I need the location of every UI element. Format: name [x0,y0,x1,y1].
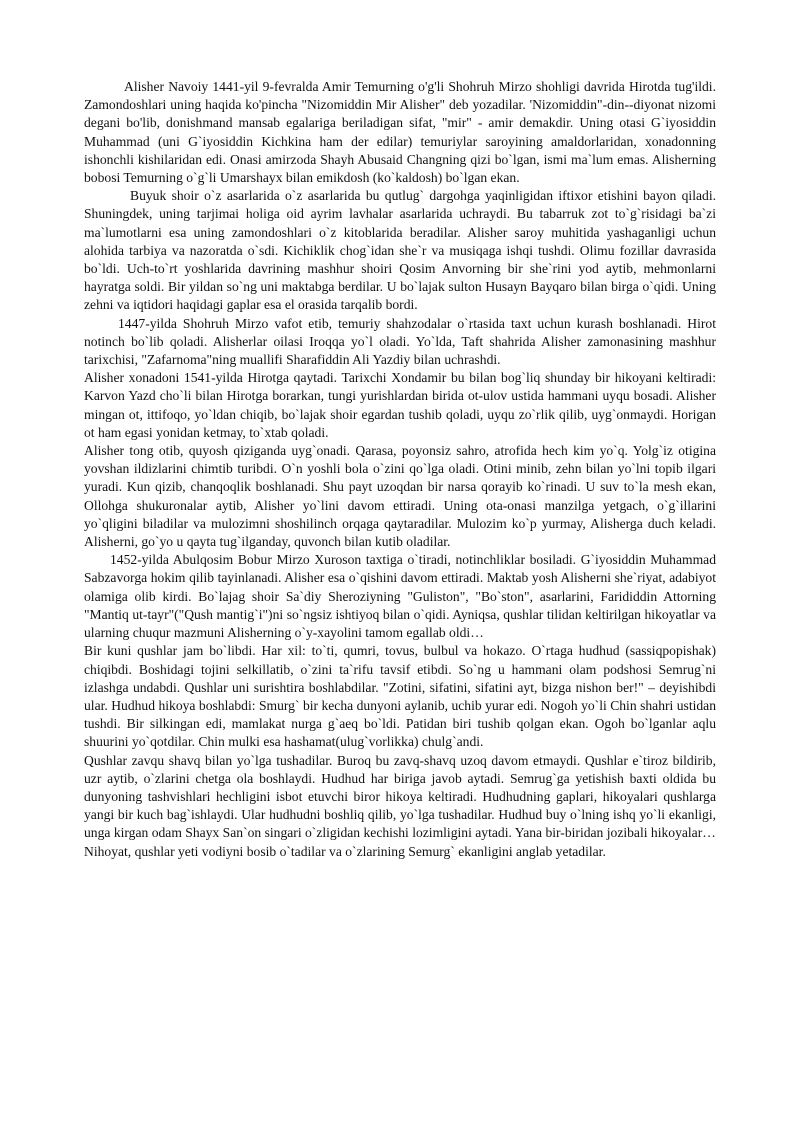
paragraph-ending: Nihoyat, qushlar yeti vodiyni bosib o`tadilar va o`zlarining Semurg` ekanligini anglab yetadilar. [84,843,606,859]
paragraph-birds: Bir kuni qushlar jam bo`libdi. Har xil: to`ti, qumri, tovus, bulbul va hokazo. O`rtaga hudhud (sassiqpopishak) chiqibdi. Boshidagi tojini selkillatib, o`zini ta`rifu tavsif etibdi. So`ng u hammani olam podshosi Semrug`ni izlashga undabdi. Qushlar uni surishtira boshlabdilar. "Zotini, sifatini, sifatini ayt, bizga nishon ber!" – deyishibdi ular. Hudhud hikoya boshlabdi: Smurg` bir kecha dunyoni aylanib, uchib yurar edi. Nogoh yo`li Chin shahri ustidan tushdi. Bir silkingan edi, mamlakat nurga g`aeq bo`ldi. Patidan biri tushib qolgan ekan. Ogoh bo`lganlar aqlu shuurini yo`qotdilar. Chin mulki esa hashamat(ulug`vorlikka) chulg`andi. [84,643,716,750]
document-page [84,78,716,861]
paragraph-birth: Alisher Navoiy 1441-yil 9-fevralda Amir Temurning o'g'li Shohruh Mirzo shohligi davrida Hirotda tug'ildi. Zamondoshlari uning haqida ko'pincha "Nizomiddin Mir Alisher" deb yozadilar. 'Nizomiddin"-din--diyonat nizomi degani bo'lib, donishmand mansab egalariga beriladigan sifat, "mir" - amir demakdir. Uning otasi G`iyosiddin Muhammad (uni G`iyosiddin Kichkina ham der edilar) temuriylar saroyining amaldorlaridan, xonadonning ishonchli kishilaridan edi. Onasi amirzoda Shayh Abusaid Changning qizi bo`lgan, ismi ma`lum emas. Alisherning bobosi Temurning o`g`li Umarshayx bilan emikdosh (ko`kaldosh) bo`lgan ekan. [84,79,716,186]
paragraph-1447: 1447-yilda Shohruh Mirzo vafot etib, temuriy shahzodalar o`rtasida taxt uchun kurash boshlanadi. Hirot notinch bo`lib qoladi. Alisherlar oilasi Iroqqa yo`l oladi. Yo`lda, Taft shahrida Alisher zamonasining mashhur tarixchisi, "Zafarnoma"ning muallifi Sharafiddin Ali Yazdiy bilan uchrashdi. [84,315,716,368]
paragraph-1452: 1452-yilda Abulqosim Bobur Mirzo Xuroson taxtiga o`tiradi, notinchliklar bosiladi. G`iyosiddin Muhammad Sabzavorga hokim qilib tayinlanadi. Alisher esa o`qishini davom ettiradi. Maktab yosh Alisherni she`riyat, adabiyot olamiga olib kirdi. Bo`lajag shoir Sa`diy Sheroziyning "Guliston", "Bo`ston", asarlarini, Farididdin Attorning "Mantiq ut-tayr"("Qush mantig`i")ni so`ngsiz ishtiyoq bilan o`qidi. Ayniqsa, qushlar tilidan keltirilgan hikoyatlar va ularning chuqur mazmuni Alisherning o`y-xayolini tamom egallab oldi… [84,552,716,641]
paragraph-desert: Alisher tong otib, quyosh qiziganda uyg`onadi. Qarasa, poyonsiz sahro, atrofida hech kim yo`q. Yolg`iz otigina yovshan ildizlarini chimtib turibdi. O`n yoshli bola o`zini qo`lga oladi. Otini minib, zehn bilan yo`lni topib ilgari yuradi. Kun qizib, chanqoqlik boshlanadi. Shu payt uzoqdan bir narsa qorayib ko`rinadi. U suv to`la mesh ekan, Ollohga shukuronalar aytib, Alisher yo`lini davom ettiradi. Uning ota-onasi manzilga yetgach, o`g`illarini yo`qligini biladilar va mulozimni shoshilinch orqaga qaytaradilar. Mulozim ko`p yurmay, Alisherga duch keladi. Alisherni, go`yo u qayta tug`ilganday, quvonch bilan kutib oladilar. [84,443,716,550]
paragraph-childhood: Buyuk shoir o`z asarlarida o`z asarlarida bu qutlug` dargohga yaqinligidan iftixor etishini bayon qiladi. Shuningdek, uning tarjimai holiga oid ayrim lavhalar asarlarida uchraydi. Bu tabarruk zot to`g`risidagi ba`zi ma`lumotlarni esa uning zamondoshlari o`z kitoblarida beradilar. Alisher saroy muhitida yashaganligi uchun alohida tarbiya va nazoratda o`sdi. Kichiklik chog`idan she`r va musiqaga ishqi tushdi. Olimu fozillar davrasida bo`ldi. Uch-to`rt yoshlarida davrining mashhur shoiri Qosim Anvorning bir she`rini yod aytib, mehmonlarni hayratga soldi. Bir yildan so`ng uni maktabga berdilar. U bo`lajak sulton Husayn Bayqaro bilan birga o`qidi. Uning zehni va iqtidori haqidagi gaplar esa el orasida tarqalib bordi. [84,188,716,313]
paragraph-journey: Qushlar zavqu shavq bilan yo`lga tushadilar. Buroq bu zavq-shavq uzoq davom etmaydi. Qushlar e`tiroz bildirib, uzr aytib, o`zlarini chetga ola boshlaydi. Hudhud har biriga javob aytadi. Semrug`ga yetishish baxti oldida bu dunyoning tashvishlari hechligini isbot etuvchi biror hikoya keltiradi. Hudhudning gaplari, hikoyalari qushlarga yangi bir kuch bag`ishlaydi. Ular hudhudni boshliq qilib, yo`lga tushadilar. Hudhud buy o`lning ishq yo`li ekanligi, unga kirgan odam Shayx San`on singari o`zligidan kechishi lozimligini aytadi. Yana bir-biridan jozibali hikoyalar… [84,752,716,841]
paragraph-return: Alisher xonadoni 1541-yilda Hirotga qaytadi. Tarixchi Xondamir bu bilan bog`liq shunday bir hikoyani keltiradi: Karvon Yazd cho`li bilan Hirotga borarkan, tungi yurishlardan birida ot-ulov ustida hammani uyqu bosadi. Alisher mingan ot, ittifoqo, yo`ldan chiqib, bo`lajak shoir egardan tushib qoladi, uyqu zo`rlik qilib, uyg`onmaydi. Horigan ot ham egasi yonidan ketmay, to`xtab qoladi. [84,370,716,440]
